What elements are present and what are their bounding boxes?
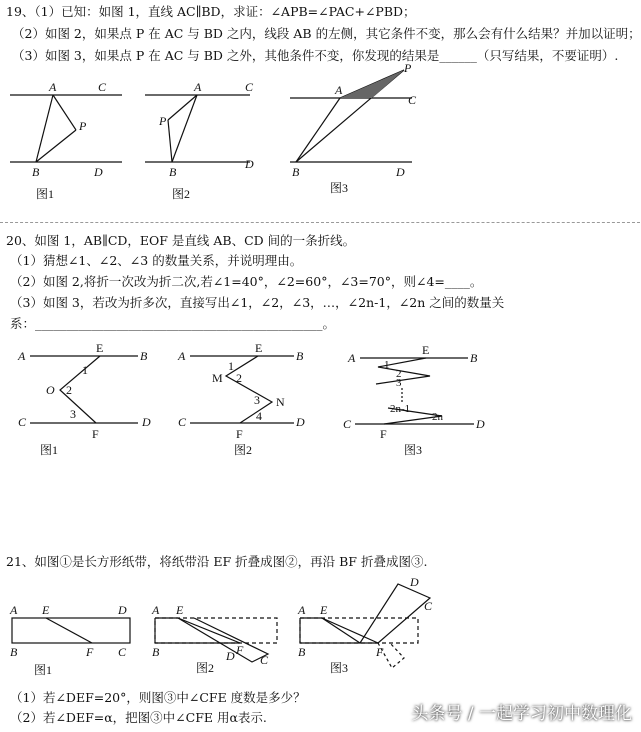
q19-f1-seg-pb <box>36 130 76 162</box>
label-a: A <box>335 83 343 97</box>
q21-f3-fold-bf <box>322 618 360 643</box>
label-c: C <box>18 415 27 429</box>
fig-caption: 图2 <box>234 443 253 457</box>
label-e: E <box>176 603 184 617</box>
label-a: A <box>49 80 57 94</box>
q19-f1-seg-ab <box>36 95 53 162</box>
q21-f2-strip-original <box>155 618 277 643</box>
fig-caption: 图1 <box>34 663 53 677</box>
fig-caption: 图3 <box>330 181 349 195</box>
fig-caption: 图1 <box>36 187 55 201</box>
q21-f1-strip <box>12 618 130 643</box>
q20-line-3: （2）如图 2,将折一次改为折二次,若∠1=40°，∠2=60°，∠3=70°，则∠4=____。 <box>10 274 483 289</box>
label-c: C <box>260 653 269 667</box>
fig-caption: 图3 <box>404 443 423 457</box>
angle-label: 1 <box>384 359 390 371</box>
label-f: F <box>236 427 243 441</box>
q21-f3-folded-flap <box>360 584 430 643</box>
label-b: B <box>292 165 300 179</box>
label-b: B <box>169 165 177 179</box>
label-p: P <box>159 114 167 128</box>
q20-figures <box>0 338 640 468</box>
fig-caption: 图1 <box>40 443 59 457</box>
label-d: D <box>296 415 305 429</box>
label-o: O <box>46 383 55 397</box>
label-a: A <box>194 80 202 94</box>
q21-f3-strip-original <box>300 618 418 643</box>
fig-caption: 图2 <box>172 187 191 201</box>
label-c: C <box>343 417 352 431</box>
label-d: D <box>476 417 485 431</box>
label-d: D <box>245 157 254 171</box>
label-b: B <box>298 645 306 659</box>
q20-line-1: 20、如图 1，AB∥CD，EOF 是直线 AB、CD 间的一条折线。 <box>6 233 356 248</box>
q19-line-1: 19、（1）已知：如图 1，直线 AC∥BD，求证：∠APB=∠PAC+∠PBD； <box>6 4 416 19</box>
label-f: F <box>86 645 94 659</box>
label-m: M <box>212 371 223 385</box>
q21-line-2: （1）若∠DEF=20°，则图③中∠CFE 度数是多少？ <box>10 690 306 705</box>
label-d: D <box>118 603 127 617</box>
label-a: A <box>178 349 186 363</box>
label-c: C <box>424 599 433 613</box>
label-d: D <box>396 165 405 179</box>
label-b: B <box>140 349 148 363</box>
label-a: A <box>18 349 26 363</box>
q19-line-3: （3）如图 3，如果点 P 在 AC 与 BD 之外，其他条件不变，你发现的结果是______（只写结果，不要证明）. <box>12 48 619 63</box>
label-a: A <box>152 603 160 617</box>
label-b: B <box>152 645 160 659</box>
label-b: B <box>32 165 40 179</box>
label-b: B <box>10 645 18 659</box>
q20-line-4: （3）如图 3，若改为折多次，直接写出∠1，∠2，∠3，…，∠2n-1，∠2n 之间的数量关 <box>10 295 505 310</box>
label-e: E <box>422 343 430 357</box>
q21-line-3: （2）若∠DEF=α，把图③中∠CFE 用α表示. <box>10 710 267 725</box>
q19-line-2: （2）如图 2，如果点 P 在 AC 与 BD 之内，线段 AB 的左侧，其它条件不变，那么会有什么结果？并加以证明； <box>12 26 641 41</box>
section-divider <box>0 222 640 223</box>
label-f: F <box>236 643 244 657</box>
angle-label: 2 <box>66 383 72 397</box>
q20-line-2: （1）猜想∠1、∠2、∠3 的数量关系，并说明理由。 <box>10 253 303 268</box>
angle-label: 3 <box>254 393 260 407</box>
label-d: D <box>142 415 151 429</box>
angle-label: 1 <box>228 359 234 373</box>
angle-label: 2n <box>432 411 443 423</box>
q21-f2-folded-flap <box>178 618 268 662</box>
label-n: N <box>276 395 285 409</box>
label-e: E <box>42 603 50 617</box>
label-e: E <box>320 603 328 617</box>
label-p: P <box>79 119 87 133</box>
angle-label: 1 <box>82 363 88 377</box>
label-a: A <box>10 603 18 617</box>
label-c: C <box>178 415 187 429</box>
angle-label: 2n-1 <box>390 403 411 415</box>
label-a: A <box>348 351 356 365</box>
watermark: 头条号 / 一起学习初中数理化 <box>411 704 632 724</box>
angle-label: 3 <box>70 407 76 421</box>
angle-label: 2 <box>396 368 402 380</box>
label-d: D <box>410 575 419 589</box>
q19-f1-seg-ap <box>53 95 76 130</box>
label-a: A <box>298 603 306 617</box>
angle-label: 2 <box>236 371 242 385</box>
label-c: C <box>245 80 254 94</box>
label-c: C <box>118 645 127 659</box>
label-f: F <box>376 645 384 659</box>
angle-label: 3 <box>396 377 402 389</box>
label-b: B <box>296 349 304 363</box>
label-p: P <box>404 61 412 75</box>
label-d: D <box>94 165 103 179</box>
q20-line-5: 系：______________________________________________。 <box>10 316 336 331</box>
q19-figures <box>0 61 640 210</box>
label-b: B <box>470 351 478 365</box>
q21-line-1: 21、如图①是长方形纸带，将纸带沿 EF 折叠成图②，再沿 BF 折叠成图③. <box>6 554 428 569</box>
q21-figures <box>0 574 640 684</box>
q21-f3-fold-ef <box>322 618 378 643</box>
fig-caption: 图2 <box>196 661 215 675</box>
label-f: F <box>92 427 99 441</box>
fig-caption: 图3 <box>330 661 349 675</box>
q21-f2-fold-ef <box>178 618 240 643</box>
label-d: D <box>226 649 235 663</box>
label-e: E <box>96 341 104 355</box>
label-c: C <box>408 93 417 107</box>
label-c: C <box>98 80 107 94</box>
q21-f1-fold-ef <box>46 618 92 643</box>
label-f: F <box>380 427 387 441</box>
angle-label: 4 <box>256 409 262 423</box>
q19-f2-seg-pb <box>168 120 172 162</box>
label-e: E <box>255 341 263 355</box>
